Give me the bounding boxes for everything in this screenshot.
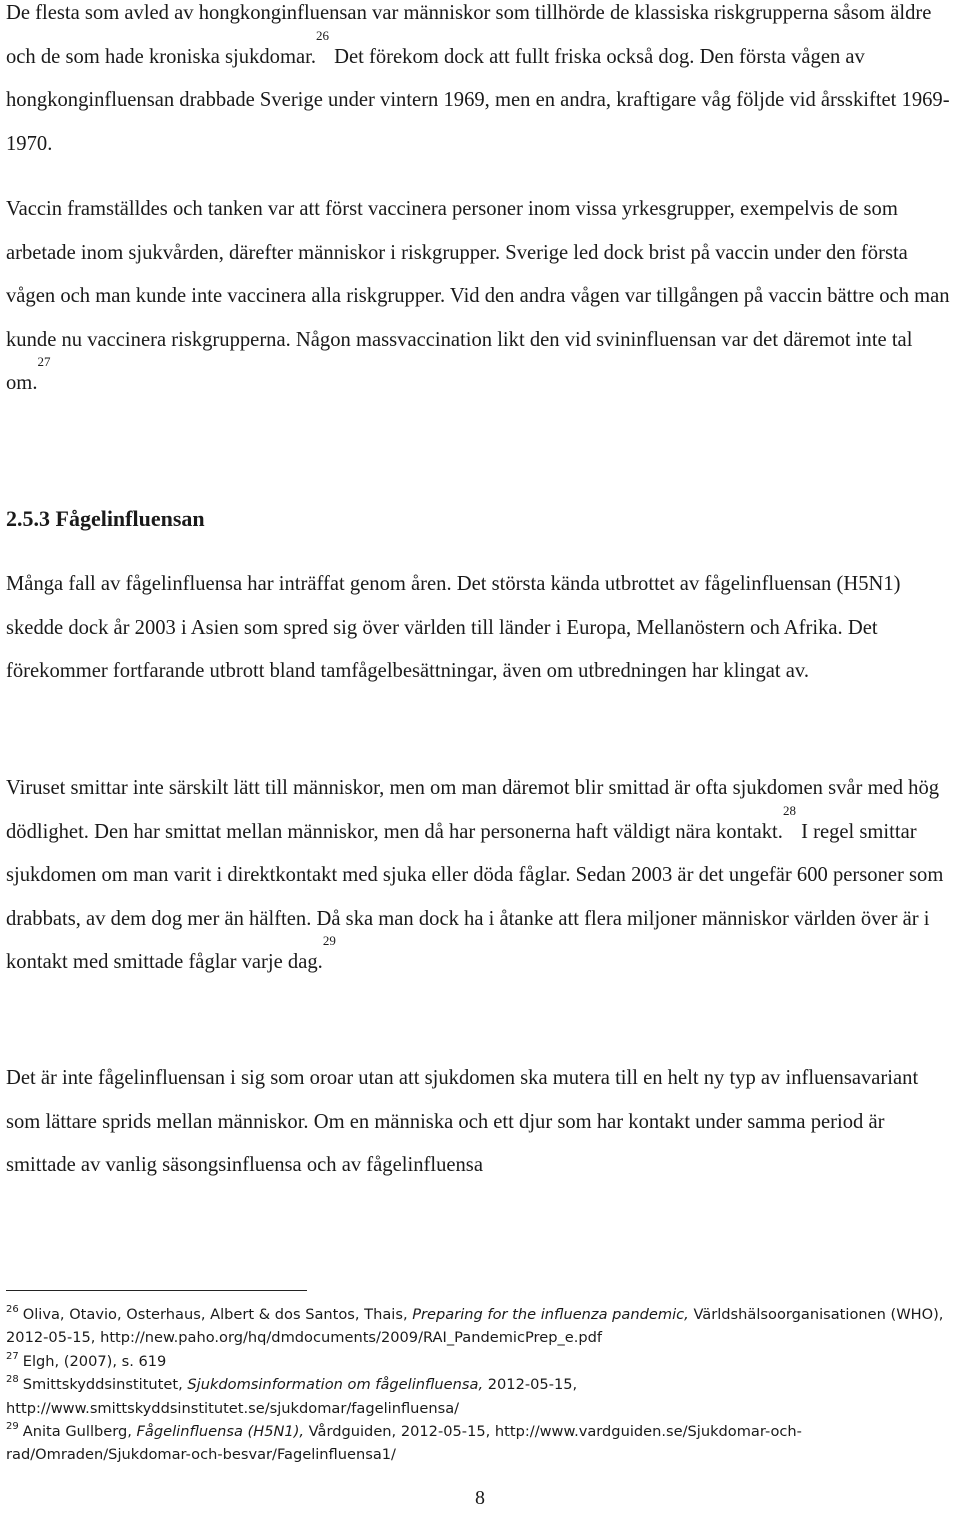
footnote-ref-27[interactable]: 27 xyxy=(37,354,51,370)
footnote-text: Anita Gullberg, xyxy=(22,1423,137,1441)
footnote-29 xyxy=(6,1420,946,1467)
paragraph-text: Vaccin framställdes och tanken var att först vaccinera personer inom vissa yrkesgrupper, exempelvis de som arbetade inom sjukvården, därefter människor i riskgrupper. Sverige led dock brist på vaccin under den första vågen och man kunde inte vaccinera alla riskgrupper. Vid den andra vågen var tillgången på vaccin bättre och man kunde nu vaccinera riskgrupperna. Någon massvaccination likt den vid svininfluensan var det däremot inte tal om. xyxy=(6,198,950,395)
footnote-text[interactable]: Vårdguiden, 2012-05-15, http://www.vardguiden.se/Sjukdomar-och-rad/Omraden/Sjukdomar-och-besvar/Fagelinfluensa1/ xyxy=(6,1423,802,1464)
footnote-ref-29[interactable]: 29 xyxy=(322,933,336,949)
footnote-divider xyxy=(6,1290,307,1291)
paragraph-text: Det är inte fågelinfluensan i sig som oroar utan att sjukdomen ska mutera till en helt ny typ av influensavariant som lättare sprids mellan människor. Om en människa och ett djur som har kontakt under samma period är smittade av vanlig säsongsinfluensa och av fågelinfluensa xyxy=(6,1067,919,1177)
footnote-ref-28[interactable]: 28 xyxy=(782,802,796,818)
footnote-text[interactable]: Världshälsoorganisationen (WHO), 2012-05-15, http://new.paho.org/hq/dmdocuments/2009/RAI_PandemicPrep_e.pdf xyxy=(6,1306,944,1347)
footnote-title: Fågelinfluensa (H5N1), xyxy=(136,1423,305,1441)
paragraph-virus-spread xyxy=(6,767,952,985)
footnote-title: Sjukdomsinformation om fågelinfluensa, xyxy=(187,1376,484,1394)
paragraph-text: I regel smittar sjukdomen om man varit i direktkontakt med sjuka eller döda fåglar. Sedan 2003 är det ungefär 600 personer som drabbats, av dem dog mer än hälften. Då ska man dock ha i åtanke att flera miljoner människor världen över är i kontakt med smittade fåglar varje dag. xyxy=(6,820,944,974)
page-number: 8 xyxy=(475,1487,485,1509)
footnote-text[interactable]: 2012-05-15, http://www.smittskyddsinstitutet.se/sjukdomar/fagelinfluensa/ xyxy=(6,1376,578,1417)
section-heading: 2.5.3 Fågelinfluensan xyxy=(6,506,205,531)
paragraph-bird-flu-cases xyxy=(6,563,952,694)
paragraph-vaccine xyxy=(6,188,952,406)
footnote-number: 28 xyxy=(6,1374,19,1386)
footnote-ref-26[interactable]: 26 xyxy=(316,27,329,43)
paragraph-text: De flesta som avled av hongkonginfluensan var människor som tillhörde de klassiska riskgrupperna såsom äldre och de som hade kroniska sjukdomar. xyxy=(6,2,932,68)
footnote-text: Oliva, Otavio, Osterhaus, Albert & dos Santos, Thais, xyxy=(22,1306,413,1323)
paragraph-text: Viruset smittar inte särskilt lätt till människor, men om man däremot blir smittad är ofta sjukdomen svår med hög dödlighet. Den har smittat mellan människor, men då har personerna haft väldigt nära kontakt. xyxy=(6,777,940,843)
paragraph-mutation xyxy=(6,1057,952,1188)
footnote-28 xyxy=(6,1373,946,1420)
footnote-number: 27 xyxy=(6,1350,19,1362)
paragraph-text: Många fall av fågelinfluensa har inträffat genom åren. Det största kända utbrottet av fågelinfluensan (H5N1) skedde dock år 2003 i Asien som spred sig över världen till länder i Europa, Mellanöstern och Afrika. Det förekommer fortfarande utbrott bland tamfågelbesättningar, även om utbredningen har klingat av. xyxy=(6,573,901,683)
footnote-text: Smittskyddsinstitutet, xyxy=(22,1376,188,1394)
footnote-27 xyxy=(6,1350,946,1373)
paragraph-text: Det förekom dock att fullt friska också dog. Den första vågen av hongkonginfluensan drabbade Sverige under vintern 1969, men en andra, kraftigare våg följde vid årsskiftet 1969-1970. xyxy=(6,45,950,155)
footnote-title: Preparing for the influenza pandemic, xyxy=(412,1306,689,1323)
footnote-number: 26 xyxy=(6,1304,19,1315)
footnotes xyxy=(6,1303,946,1467)
footnote-number: 29 xyxy=(6,1421,19,1433)
footnote-text: Elgh, (2007), s. 619 xyxy=(22,1352,167,1370)
footnote-26 xyxy=(6,1303,946,1350)
paragraph-hongkong-influenza xyxy=(6,0,952,166)
